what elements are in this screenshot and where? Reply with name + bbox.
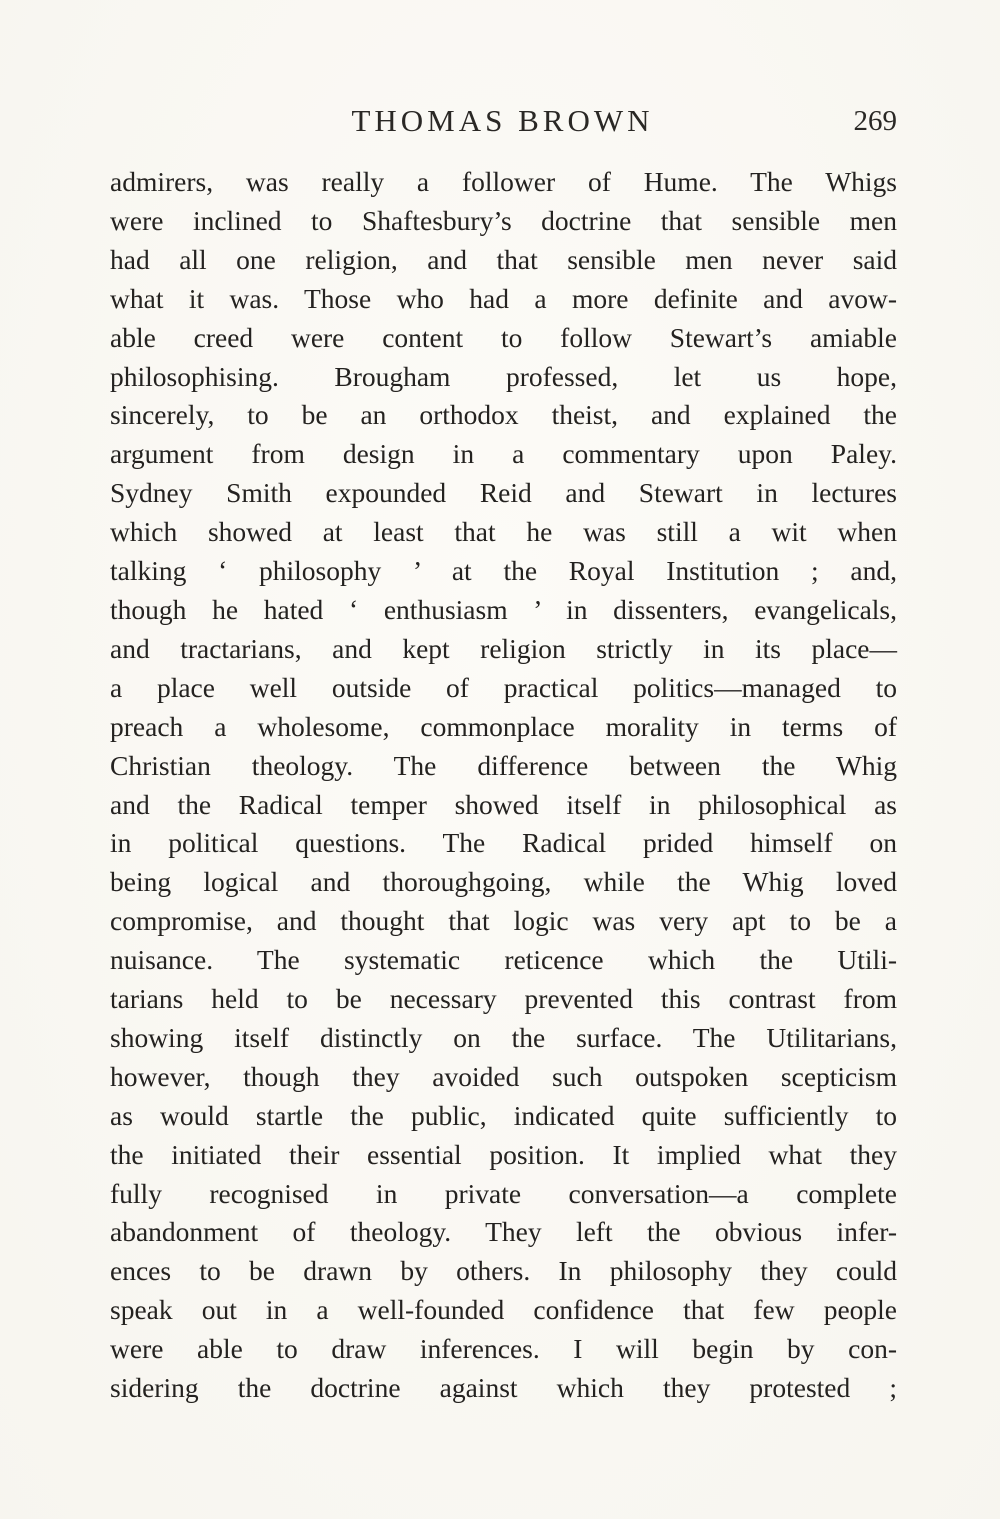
text-line: being logical and thoroughgoing, while the Whig loved (110, 866, 897, 898)
text-line: compromise, and thought that logic was very apt to be a (110, 905, 897, 937)
text-line: though he hated ‘ enthusiasm ’ in dissenters, evangelicals, (110, 593, 897, 625)
text-line: what it was. Those who had a more definite and avow- (110, 282, 897, 314)
text-line: in political questions. The Radical prided himself on (110, 827, 897, 859)
text-line: a place well outside of practical politics—managed to (110, 671, 897, 703)
text-line: tarians held to be necessary prevented this contrast from (110, 983, 897, 1015)
text-line: Sydney Smith expounded Reid and Stewart in lectures (110, 477, 897, 509)
text-line: which showed at least that he was still a wit when (110, 516, 897, 548)
text-line: however, though they avoided such outspoken scepticism (110, 1060, 897, 1092)
page-title: THOMAS BROWN (351, 103, 654, 138)
text-line: able creed were content to follow Stewart’s amiable (110, 321, 897, 353)
text-line: ences to be drawn by others. In philosophy they could (110, 1255, 897, 1287)
text-line: were inclined to Shaftesbury’s doctrine that sensible men (110, 204, 897, 236)
text-line: Christian theology. The difference between the Whig (110, 749, 897, 781)
page-number: 269 (853, 105, 897, 137)
text-line: nuisance. The systematic reticence which the Utili- (110, 944, 897, 976)
text-line: talking ‘ philosophy ’ at the Royal Institution ; and, (110, 555, 897, 587)
text-line: sidering the doctrine against which they protested ; (110, 1372, 897, 1404)
text-line: sincerely, to be an orthodox theist, and explained the (110, 399, 897, 431)
body-text (110, 163, 897, 1408)
text-line: showing itself distinctly on the surface. The Utilitarians, (110, 1021, 897, 1053)
text-line: fully recognised in private conversation—a complete (110, 1177, 897, 1209)
text-line: as would startle the public, indicated quite sufficiently to (110, 1099, 897, 1131)
text-line: argument from design in a commentary upon Paley. (110, 438, 897, 470)
text-line: abandonment of theology. They left the obvious infer- (110, 1216, 897, 1248)
text-line: and the Radical temper showed itself in philosophical as (110, 788, 897, 820)
text-line: philosophising. Brougham professed, let us hope, (110, 360, 897, 392)
text-line: had all one religion, and that sensible men never said (110, 243, 897, 275)
text-line: preach a wholesome, commonplace morality in terms of (110, 710, 897, 742)
running-head (110, 103, 895, 145)
text-line: speak out in a well-founded confidence that few people (110, 1294, 897, 1326)
text-line: admirers, was really a follower of Hume. The Whigs (110, 166, 897, 197)
text-line: the initiated their essential position. It implied what they (110, 1138, 897, 1170)
text-line: and tractarians, and kept religion strictly in its place— (110, 632, 897, 664)
text-line: were able to draw inferences. I will begin by con- (110, 1333, 897, 1365)
